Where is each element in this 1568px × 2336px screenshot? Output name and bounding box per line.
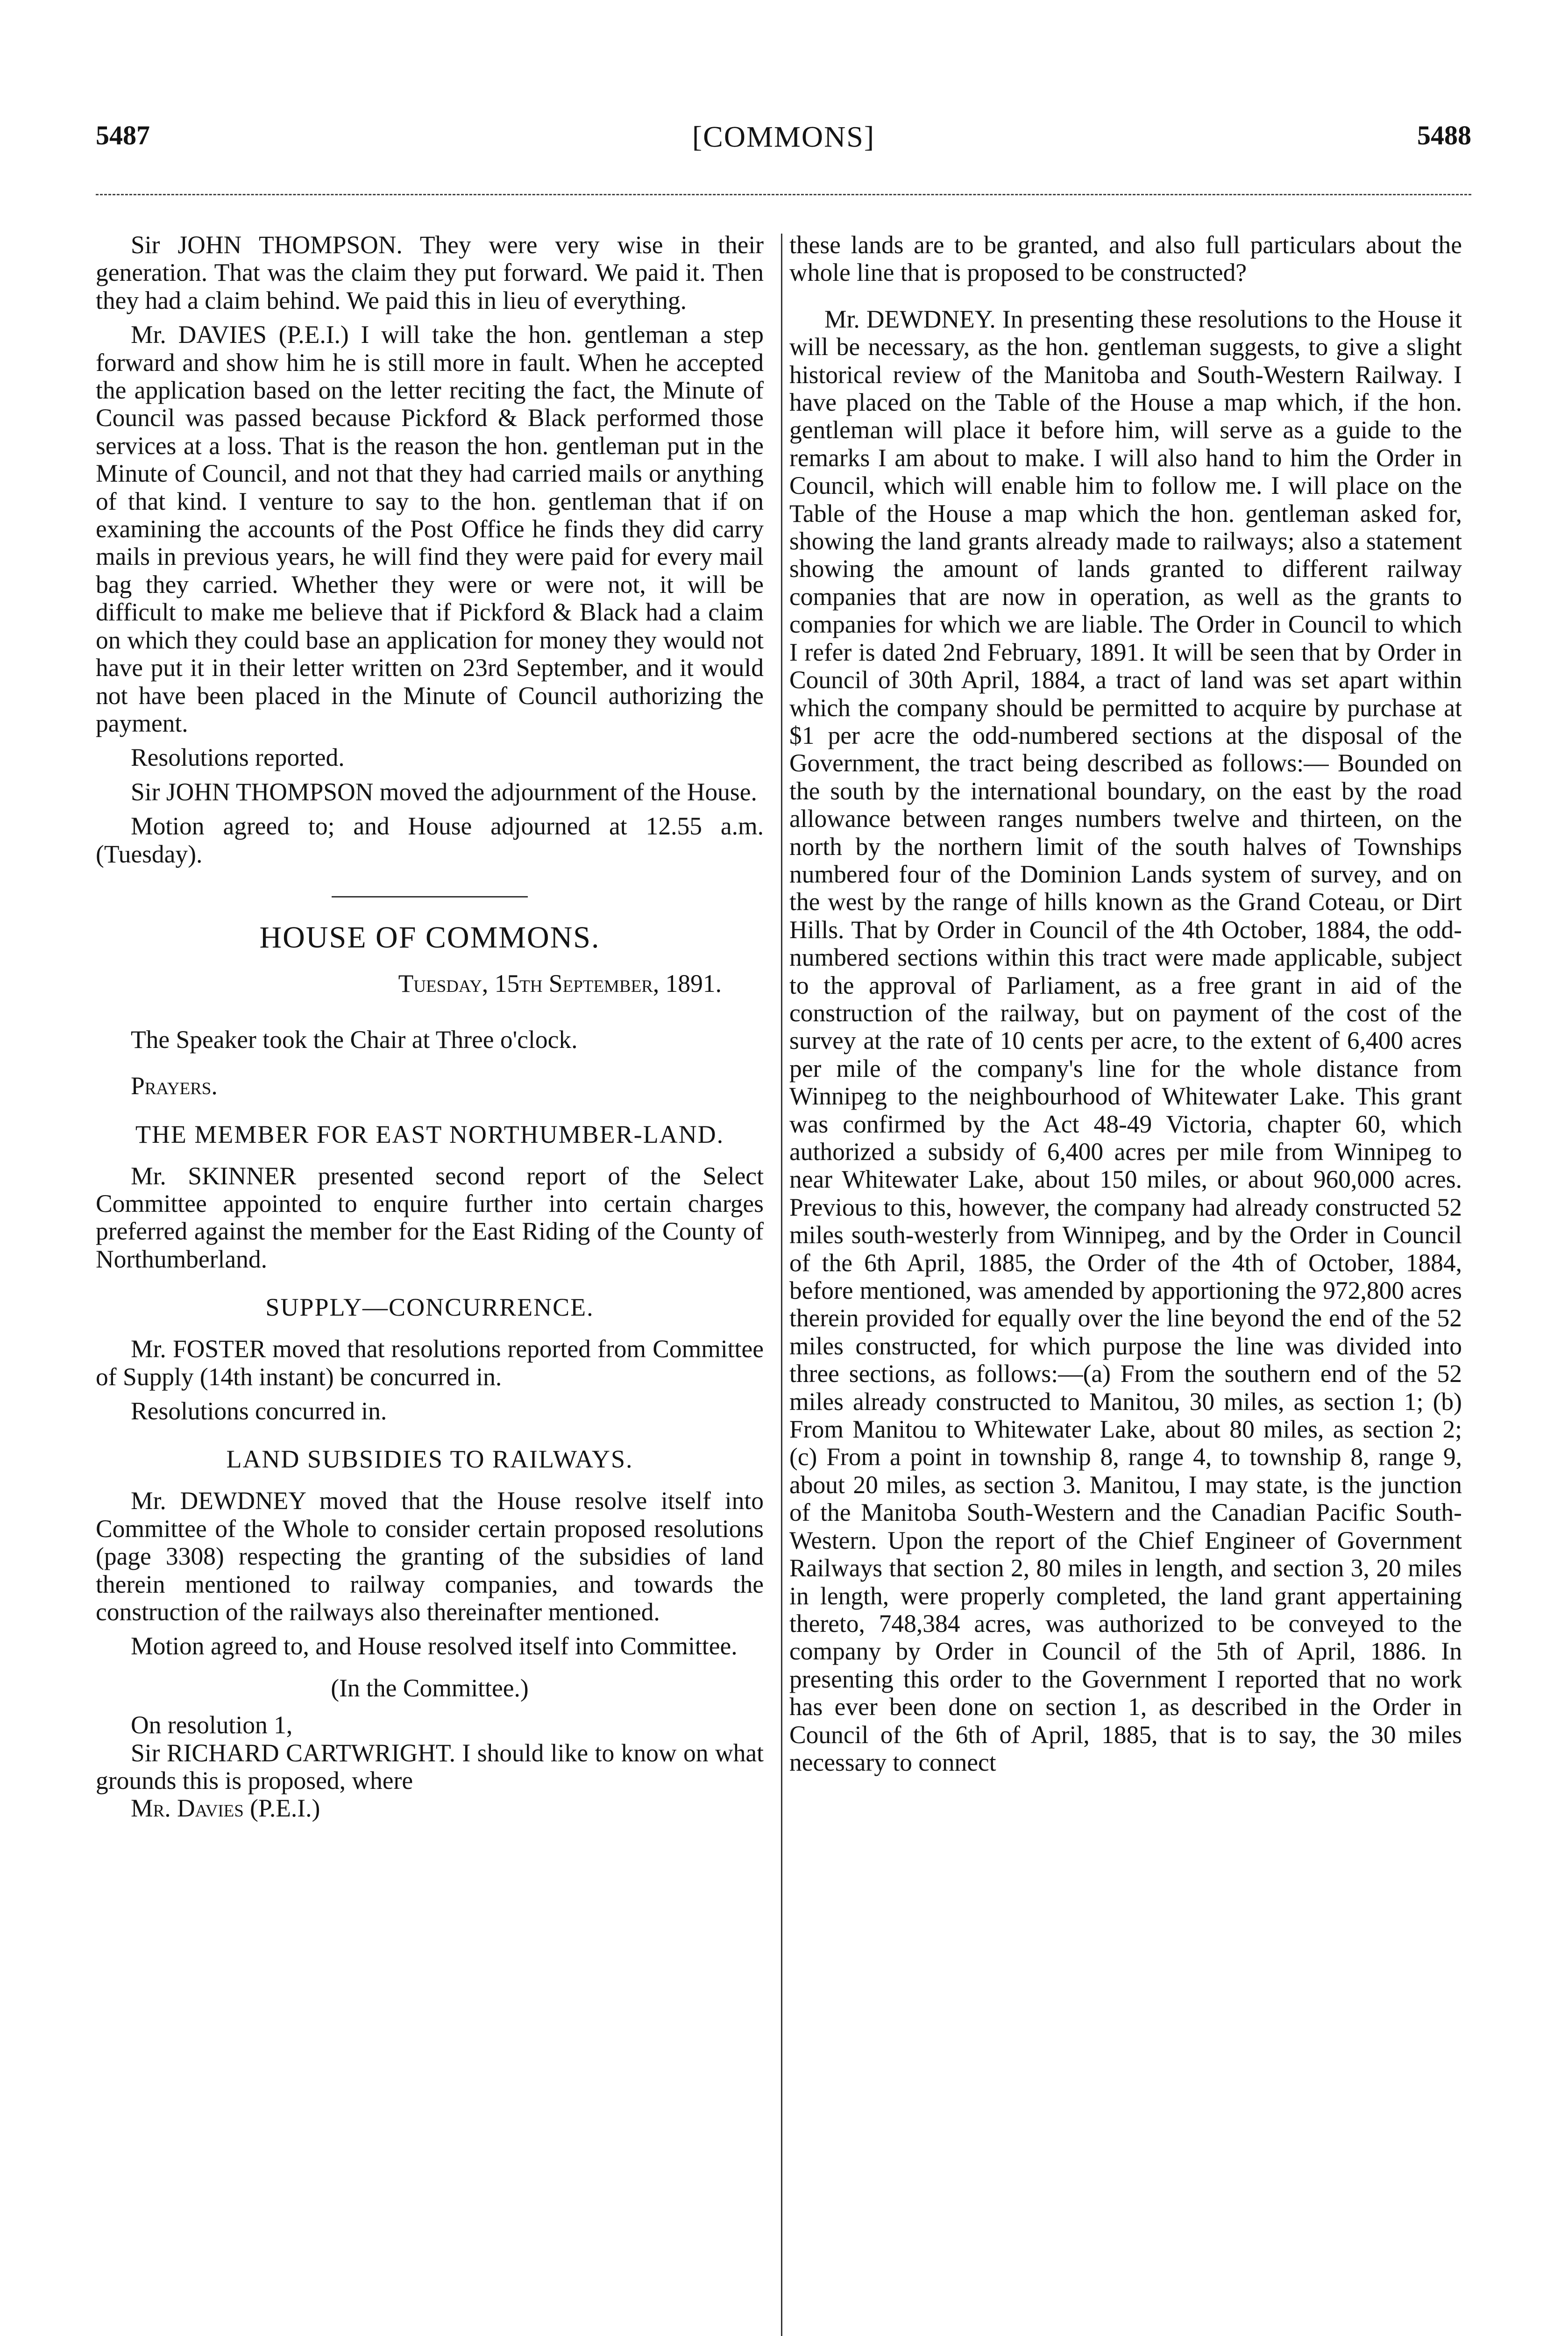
subheading-land-subsidies: LAND SUBSIDIES TO RAILWAYS. (226, 1445, 633, 1474)
section-rule (332, 896, 528, 897)
paragraph: Sir JOHN THOMPSON. They were very wise in their generation. That was the claim they put forward. We paid it. Then they had a claim behind. We paid this in lieu of everything. (96, 231, 764, 314)
paragraph: Sir RICHARD CARTWRIGHT. I should like to know on what grounds this is proposed, where (96, 1738, 764, 1795)
paragraph: Mr. DEWDNEY. In presenting these resolutions to the House it will be necessary, as the hon. gentleman suggests, to give a slight historical review of the Manitoba and South-Western Railway. I have placed on the Table of the House a map which, if the hon. gentleman will place it before him, will serve as a guide to the remarks I am about to make. I will also hand to him the Order in Council, which will enable him to follow me. I will place on the Table of the House a map which the hon. gentleman asked for, showing the land grants already made to railways; also a statement showing the amount of lands granted to different railway companies that are now in operation, as well as the grants to companies for which we are liable. The Order in Council to which I refer is dated 2nd February, 1891. It will be seen that by Order in Council of 30th April, 1884, a tract of land was set apart within which the company should be permitted to acquire by purchase at $1 per acre the odd-numbered sections at the disposal of the Government, the tract being described as follows:— Bounded on the south by the international boundary, on the east by the road allowance between ranges numbers twelve and thirteen, on the north by the northern limit of the south halves of Townships numbered four of the Dominion Lands system of survey, and on the west by the range of hills known as the Grand Coteau, or Dirt Hills. That by Order in Council of the 4th October, 1884, the odd-numbered sections within this tract were made applicable, subject to the approval of Parliament, as a free grant in aid of the construction of the railway, but on payment of the cost of the survey at the rate of 10 cents per acre, to the extent of 6,400 acres per mile of the company's line for the whole distance from Winnipeg to the neighbourhood of Whitewater Lake. This grant was confirmed by the Act 48-49 Victoria, chapter 60, which authorized a subsidy of 6,400 acres per mile from Winnipeg to near Whitewater Lake, about 150 miles, or about 960,000 acres. Previous to this, however, the company had already constructed 52 miles south-westerly from Winnipeg, and by the Order in Council of the 6th April, 1885, the Order of the 4th of October, 1884, before mentioned, was amended by apportioning the 972,800 acres therein provided for equally over the line beyond the end of the 52 miles constructed, for which purpose the line was divided into three sections, as follows:—(a) From the southern end of the 52 miles already constructed to Manitou, 30 miles, as section 1; (b) From Manitou to Whitewater Lake, about 80 miles, as section 2; (c) From a point in township 8, range 4, to township 8, range 9, about 20 miles, as section 3. Manitou, I may state, is the junction of the Manitoba South-Western and the Canadian Pacific South-Western. Upon the report of the Chief Engineer of Government Railways that section 2, 80 miles in length, and section 3, 20 miles in length, were properly completed, the land grant appertaining thereto, 748,384 acres, was authorized to be conveyed to the company by Order in Council of the 5th of April, 1886. In presenting this order to the Government I reported that no work has ever been done on section 1, as described in the Order in Council of the 6th of April, 1885, that is to say, the 30 miles necessary to connect (789, 305, 1462, 1776)
running-title: [COMMONS] (692, 120, 875, 153)
section-heading: HOUSE OF COMMONS. (259, 920, 600, 954)
subheading-member-east-northumberland: THE MEMBER FOR EAST NORTHUMBER-LAND. (135, 1120, 724, 1148)
left-column (96, 231, 764, 1823)
page-number-right: 5488 (1417, 120, 1471, 150)
right-column (789, 231, 1462, 1776)
column-divider (781, 234, 782, 2336)
page-header (96, 120, 1471, 162)
paragraph: Resolutions concurred in. (131, 1397, 387, 1425)
paragraph: Mr. FOSTER moved that resolutions reported from Committee of Supply (14th instant) be concurred in. (96, 1335, 764, 1391)
subheading-supply-concurrence: SUPPLY—CONCURRENCE. (265, 1293, 594, 1322)
paragraph: Mr. DEWDNEY moved that the House resolve itself into Committee of the Whole to consider certain proposed resolutions (page 3308) respecting the granting of the subsidies of land therein mentioned to railway companies, and towards the construction of the railways also thereinafter mentioned. (96, 1487, 764, 1626)
paragraph: Motion agreed to, and House resolved itself into Committee. (131, 1632, 738, 1660)
prayers-line: Prayers. (131, 1072, 218, 1100)
sitting-date: Tuesday, 15th September, 1891. (398, 969, 722, 998)
paragraph: Mr. SKINNER presented second report of the Select Committee appointed to enquire further into certain charges preferred against the member for the East Riding of the County of Northumberland. (96, 1161, 764, 1273)
paragraph: Resolutions reported. (131, 743, 345, 772)
paragraph: Motion agreed to; and House adjourned at 12.55 a.m. (Tuesday). (96, 812, 764, 868)
page-number-left: 5487 (96, 120, 150, 150)
paragraph: On resolution 1, (131, 1711, 293, 1739)
header-rule (96, 194, 1471, 195)
paragraph: Mr. DAVIES (P.E.I.) I will take the hon. gentleman a step forward and show him he is still more in fault. When he accepted the application based on the letter reciting the fact, the Minute of Council was passed because Pickford & Black performed those services at a loss. That is the reason the hon. gentleman put in the Minute of Council, and not that they had carried mails or anything of that kind. I venture to say to the hon. gentleman that if on examining the accounts of the Post Office he finds they did carry mails in previous years, he will find they were paid for every mail bag they carried. Whether they were or were not, it will be difficult to make me believe that if Pickford & Black had a claim on which they could base an application for money they would not have put it in their letter written on 23rd September, and it would not have been placed in the Minute of Council authorizing the payment. (96, 320, 764, 737)
paragraph: Sir JOHN THOMPSON moved the adjournment of the House. (131, 777, 757, 806)
committee-note: (In the Committee.) (331, 1674, 529, 1702)
speaker-line: The Speaker took the Chair at Three o'clock. (131, 1025, 578, 1054)
paragraph: these lands are to be granted, and also full particulars about the whole line that is proposed to be constructed? (789, 231, 1462, 287)
page-footer-speaker: Mr. Davies (P.E.I.) (131, 1794, 320, 1823)
